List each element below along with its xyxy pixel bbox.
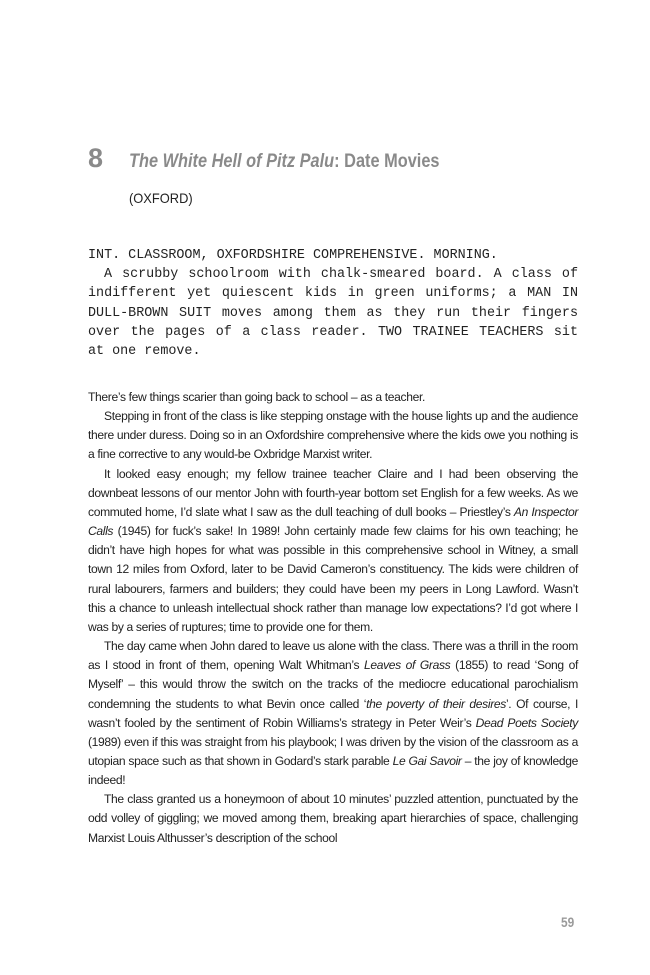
screenplay-slugline: INT. CLASSROOM, OXFORDSHIRE COMPREHENSIVE. MORNING.	[88, 248, 498, 263]
paragraph-3-text-b: (1945) for fuck’s sake! In 1989! John certainly made few claims for his own teaching; he didn’t have high hopes for what was possible in this comprehensive school in Witney, a small town 12 miles from Oxford, later to be David Cameron’s constituency. The kids were children of rural labourers, farmers and builders; they could have been my peers in Long Lawford. Wasn’t this a chance to unleash intellectual shock rather than manage low expectations? I’d got where I was by a series of ruptures; time to provide one for them.	[88, 524, 578, 634]
paragraph-4-text-b: (1855) to read ‘Song of Myself’ – this would throw the switch on the tracks of the mediocre educational parochialism condemning the students to what Bevin once called ‘	[88, 658, 578, 711]
paragraph-4-text-d: (1989) even if this was straight from his playbook; I was driven by the vision of the classroom as a utopian space such as that shown in Godard’s stark parable	[88, 734, 578, 768]
chapter-title	[129, 151, 440, 173]
body-text	[88, 388, 578, 848]
quote-poverty-of-desires: the poverty of their desires	[366, 696, 506, 711]
chapter-title-rest: : Date Movies	[334, 151, 440, 172]
book-title-leaves-of-grass: Leaves of Grass	[363, 658, 451, 673]
film-title-le-gai-savoir: Le Gai Savoir	[392, 753, 462, 768]
paragraph-4	[88, 637, 578, 790]
film-title-dead-poets-society: Dead Poets Society	[475, 715, 578, 730]
paragraph-2: Stepping in front of the class is like stepping onstage with the house lights up and the audience there under duress. Doing so in an Oxfordshire comprehensive where the kids owe you nothing is a fine corrective to any would-be Oxbridge Marxist writer.	[88, 409, 578, 462]
paragraph-5: The class granted us a honeymoon of about 10 minutes’ puzzled attention, punctuated by the odd volley of giggling; we moved among them, breaking apart hierarchies of space, challenging Marxist Louis Althusser’s description of the school	[88, 792, 578, 845]
paragraph-1: There’s few things scarier than going back to school – as a teacher.	[88, 390, 425, 404]
page-number: 59	[561, 914, 575, 930]
chapter-title-film: The White Hell of Pitz Palu	[129, 151, 335, 172]
paragraph-3-text-a: It looked easy enough; my fellow trainee teacher Claire and I had been observing the downbeat lessons of our mentor John with fourth-year bottom set English for a few weeks. As we commuted home, I’d slate what I saw as the dull teaching of dull books – Priestley’s	[88, 466, 578, 519]
chapter-heading	[88, 143, 588, 206]
screenplay-excerpt	[88, 246, 578, 361]
chapter-number: 8	[88, 143, 103, 173]
screenplay-action: A scrubby schoolroom with chalk-smeared board. A class of indifferent yet quiescent kids in green uniforms; a MAN IN DULL-BROWN SUIT moves among them as they run their fingers over the pages of a class reader. TWO TRAINEE TEACHERS sit at one remove.	[88, 267, 578, 360]
paragraph-4-text-c: ’. Of course, I wasn’t fooled by the sentiment of Robin Williams’s strategy in Peter Weir’s	[88, 696, 578, 730]
chapter-title-line	[88, 143, 588, 174]
paragraph-3	[88, 465, 578, 637]
paragraph-4-text-e: – the joy of knowledge indeed!	[88, 753, 578, 788]
paragraph-4-text-a: The day came when John dared to leave us alone with the class. There was a thrill in the room as I stood in front of them, opening Walt Whitman’s	[88, 639, 578, 673]
chapter-subtitle: (OXFORD)	[129, 190, 193, 206]
book-title-inspector-calls: An Inspector Calls	[88, 504, 579, 539]
